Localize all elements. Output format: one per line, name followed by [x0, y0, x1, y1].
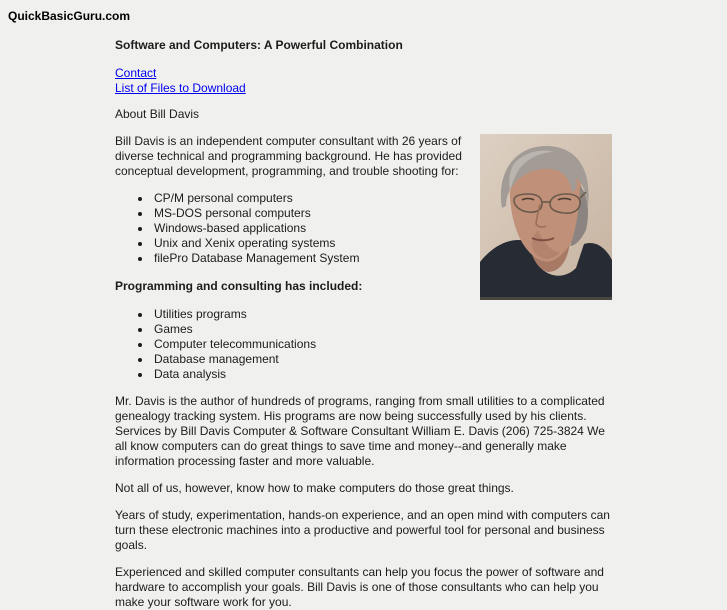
main-content [115, 38, 612, 610]
list-item: • Windows-based applications [152, 221, 612, 236]
intro-paragraph: Bill Davis is an independent computer consultant with 26 years of diverse technical and programming background. He has provided conceptual development, programming, and trouble shooting for: [115, 134, 462, 178]
consulting-list [115, 307, 612, 382]
list-item: • CP/M personal computers [152, 191, 612, 206]
bill-davis-photo [480, 134, 612, 300]
list-item: • Unix and Xenix operating systems [152, 236, 612, 251]
list-item: • Utilities programs [152, 307, 612, 322]
list-item: • Computer telecommunications [152, 337, 612, 352]
experienced-paragraph: Experienced and skilled computer consultants can help you focus the power of software and hardware to accomplish your goals. Bill Davis is one of those consultants who can help you make your software work for you. [115, 565, 604, 609]
photo-bottom-edge [480, 297, 612, 300]
page-heading: Software and Computers: A Powerful Combination [115, 38, 403, 52]
years-paragraph: Years of study, experimentation, hands-on experience, and an open mind with computers can turn these electronic machines into a productive and powerful tool for personal and business goals. [115, 508, 610, 552]
bio-section [115, 134, 612, 394]
contact-link[interactable]: Contact [115, 66, 157, 80]
site-logo: QuickBasicGuru.com [8, 9, 131, 23]
list-item: • Data analysis [152, 367, 612, 382]
list-item: • Database management [152, 352, 612, 367]
list-item: • filePro Database Management System [152, 251, 612, 266]
download-files-link[interactable]: List of Files to Download [115, 81, 246, 95]
nav-links [115, 66, 612, 96]
consulting-heading: Programming and consulting has included: [115, 279, 363, 293]
list-item: • MS-DOS personal computers [152, 206, 612, 221]
about-heading: About Bill Davis [115, 107, 200, 121]
list-item: • Games [152, 322, 612, 337]
not-all-paragraph: Not all of us, however, know how to make computers do those great things. [115, 481, 514, 495]
services-paragraph: Mr. Davis is the author of hundreds of programs, ranging from small utilities to a complicated genealogy tracking system. His programs are now being successfully used by his clients. Services by Bill Davis Computer & Software Consultant William E. Davis (206) 725-3824 We all know computers can do great things to save time and money--and generally make information processing faster and more valuable. [115, 394, 605, 468]
